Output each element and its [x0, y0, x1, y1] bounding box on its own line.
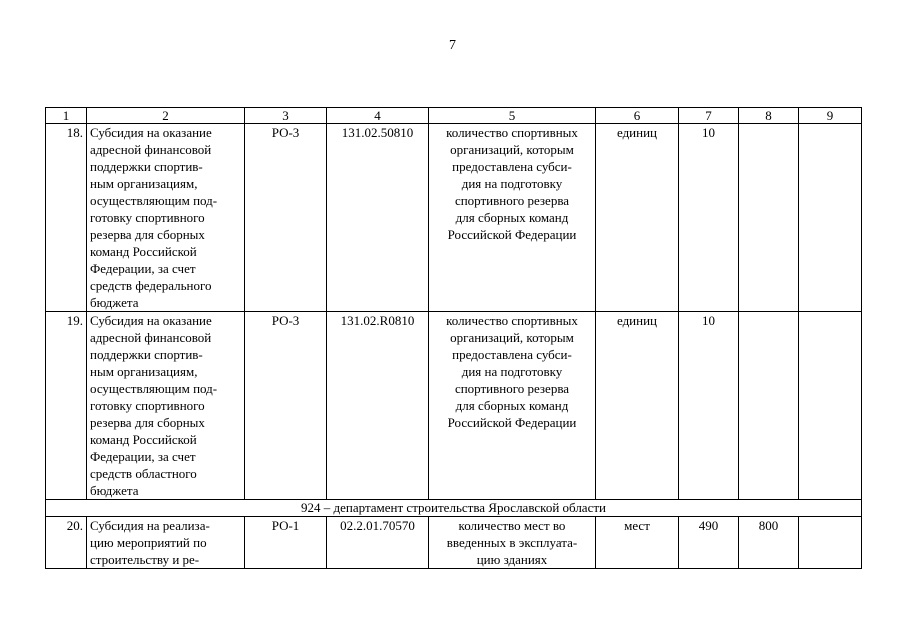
value-col9 — [799, 312, 862, 500]
value-col9 — [799, 517, 862, 569]
row-number: 20. — [46, 517, 87, 569]
page-number: 7 — [449, 38, 456, 53]
header-cell: 7 — [679, 108, 739, 124]
row-number: 18. — [46, 124, 87, 312]
table-row — [46, 124, 862, 312]
value-col7: 490 — [679, 517, 739, 569]
section-title: 924 – департамент строительства Ярославской области — [46, 500, 862, 517]
indicator-cell: количество спортивных организаций, которым предоставлена субси- дия на подготовку спортивного резерва для сборных команд Российской Федерации — [429, 312, 596, 500]
subsidy-name: Субсидия на оказание адресной финансовой поддержки спортив- ным организациям, осуществляющим под- готовку спортивного резерва для сборных команд Российской Федерации, за счет средств федерального бюджета — [87, 124, 245, 312]
subsidy-name: Субсидия на реализа- цию мероприятий по строительству и ре- — [87, 517, 245, 569]
header-cell: 8 — [739, 108, 799, 124]
header-cell: 9 — [799, 108, 862, 124]
value-col7: 10 — [679, 312, 739, 500]
value-col9 — [799, 124, 862, 312]
value-col8 — [739, 312, 799, 500]
code-cell: РО-3 — [245, 312, 327, 500]
value-col8 — [739, 124, 799, 312]
unit-cell: мест — [596, 517, 679, 569]
indicator-cell: количество спортивных организаций, которым предоставлена субси- дия на подготовку спортивного резерва для сборных команд Российской Федерации — [429, 124, 596, 312]
table-header-row — [46, 108, 862, 124]
table-row — [46, 517, 862, 569]
code-cell: РО-3 — [245, 124, 327, 312]
indicator-cell: количество мест во введенных в эксплуата- цию зданиях — [429, 517, 596, 569]
kbk-cell: 131.02.R0810 — [327, 312, 429, 500]
program-table — [45, 107, 862, 569]
unit-cell: единиц — [596, 312, 679, 500]
value-col7: 10 — [679, 124, 739, 312]
code-cell: РО-1 — [245, 517, 327, 569]
header-cell: 2 — [87, 108, 245, 124]
subsidy-name: Субсидия на оказание адресной финансовой поддержки спортив- ным организациям, осуществляющим под- готовку спортивного резерва для сборных команд Российской Федерации, за счет средств областного бюджета — [87, 312, 245, 500]
value-col8: 800 — [739, 517, 799, 569]
section-row — [46, 500, 862, 517]
header-cell: 6 — [596, 108, 679, 124]
unit-cell: единиц — [596, 124, 679, 312]
header-cell: 5 — [429, 108, 596, 124]
header-cell: 1 — [46, 108, 87, 124]
header-cell: 4 — [327, 108, 429, 124]
table-row — [46, 312, 862, 500]
kbk-cell: 02.2.01.70570 — [327, 517, 429, 569]
kbk-cell: 131.02.50810 — [327, 124, 429, 312]
row-number: 19. — [46, 312, 87, 500]
header-cell: 3 — [245, 108, 327, 124]
